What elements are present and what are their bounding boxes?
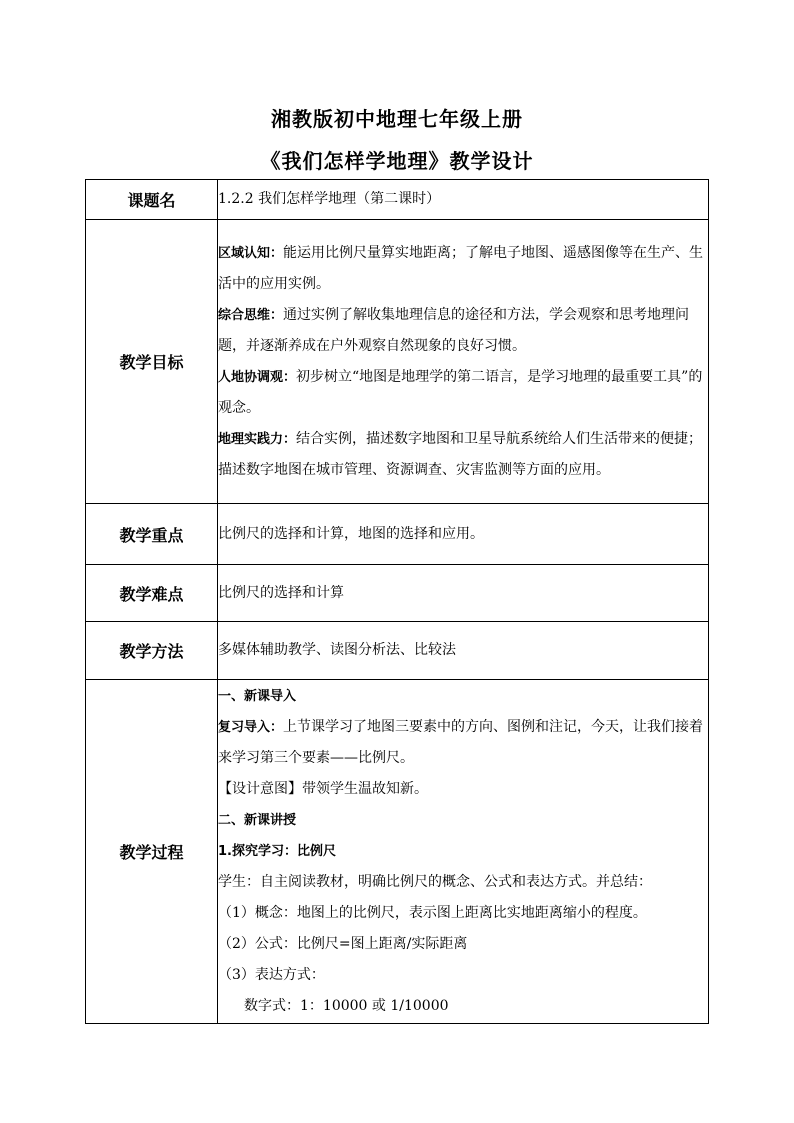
topic-value: 1.2.2 我们怎样学地理（第二课时）	[218, 180, 709, 220]
section-heading: 一、新课导入	[218, 689, 297, 704]
concept-item: （1）概念：地图上的比例尺，表示图上距离比实地距离缩小的程度。	[218, 905, 647, 921]
objective-text: 结合实例，描述数字地图和卫星导航系统给人们生活带来的便捷；描述数字地图在城市管理、资源调查、灾害监测等方面的应用。	[218, 430, 703, 478]
review-head: 复习导入：	[218, 720, 284, 735]
key-points-value: 比例尺的选择和计算，地图的选择和应用。	[218, 504, 709, 565]
expression-item: （3）表达方式：	[218, 967, 325, 983]
section-heading: 二、新课讲授	[218, 813, 297, 828]
objective-item	[218, 300, 708, 362]
objective-head: 地理实践力：	[218, 431, 297, 447]
row-methods	[86, 622, 709, 680]
objective-text: 初步树立“地图是地理学的第二语言，是学习地理的最重要工具”的观念。	[218, 368, 703, 416]
row-topic	[86, 180, 709, 220]
methods-value: 多媒体辅助教学、读图分析法、比较法	[218, 622, 709, 680]
objective-head: 人地协调观：	[218, 369, 297, 385]
design-intent: 【设计意图】带领学生温故知新。	[218, 781, 428, 797]
difficulties-label: 教学难点	[86, 565, 218, 622]
document-subtitle: 《我们怎样学地理》教学设计	[260, 149, 534, 173]
objective-text: 通过实例了解收集地理信息的途径和方法，学会观察和思考地理问题，并逐渐养成在户外观察自然现象的良好习惯。	[218, 306, 690, 354]
process-cell	[218, 680, 709, 1024]
methods-label: 教学方法	[86, 622, 218, 680]
objective-item	[218, 238, 708, 300]
objective-head: 区域认知：	[218, 245, 284, 261]
row-objectives	[86, 220, 709, 504]
document-title: 湘教版初中地理七年级上册	[271, 107, 523, 131]
student-task: 学生：自主阅读教材，明确比例尺的概念、公式和表达方式。并总结：	[218, 874, 652, 890]
row-key-points	[86, 504, 709, 565]
review-text: 上节课学习了地图三要素中的方向、图例和注记，今天，让我们接着来学习第三个要素——比例尺。	[218, 719, 704, 766]
objective-text: 能运用比例尺量算实地距离；了解电子地图、遥感图像等在生产、生活中的应用实例。	[218, 244, 704, 292]
objectives-cell	[218, 220, 709, 504]
row-process	[86, 680, 709, 1024]
process-label: 教学过程	[86, 680, 218, 1024]
review-paragraph	[218, 712, 708, 774]
row-difficulties	[86, 565, 709, 622]
numeric-form: 数字式：1：10000 或 1/10000	[244, 998, 449, 1014]
lesson-plan-table	[85, 179, 709, 1024]
topic-label: 课题名	[86, 180, 218, 220]
formula-item: （2）公式：比例尺=图上距离/实际距离	[218, 936, 468, 952]
objective-item	[218, 424, 708, 486]
objectives-label: 教学目标	[86, 220, 218, 504]
key-points-label: 教学重点	[86, 504, 218, 565]
objective-head: 综合思维：	[218, 307, 284, 323]
inquiry-heading: 1.探究学习：比例尺	[218, 844, 336, 859]
difficulties-value: 比例尺的选择和计算	[218, 565, 709, 622]
objective-item	[218, 362, 708, 424]
